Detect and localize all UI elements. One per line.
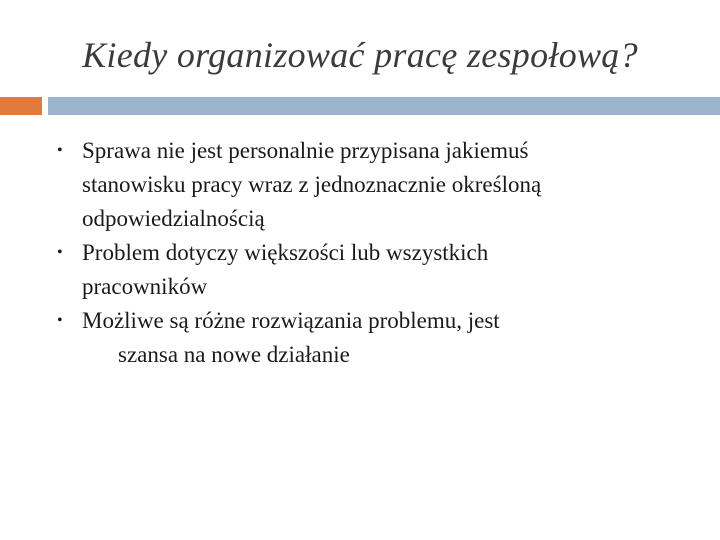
- bullet-line: stanowisku pracy wraz z jednoznacznie określoną: [82, 172, 542, 197]
- bullet-icon: •: [57, 142, 63, 159]
- bullet-line: Problem dotyczy większości lub wszystkich: [82, 240, 489, 265]
- bullet-item: [52, 134, 672, 236]
- bullet-icon: •: [57, 244, 63, 261]
- header-band: [48, 97, 720, 115]
- bullet-line: Możliwe są różne rozwiązania problemu, jest: [82, 308, 500, 333]
- bullet-icon: •: [57, 312, 63, 329]
- bullet-line: szansa na nowe działanie: [118, 342, 350, 367]
- slide-title: Kiedy organizować pracę zespołową?: [82, 35, 638, 75]
- accent-band: [0, 97, 42, 115]
- bullet-line: Sprawa nie jest personalnie przypisana jakiemuś: [82, 138, 529, 163]
- bullet-line: pracowników: [82, 274, 208, 299]
- bullet-line: odpowiedzialnością: [82, 206, 265, 231]
- bullet-item: [52, 236, 672, 304]
- bullet-list: [52, 134, 672, 372]
- bullet-item: [52, 304, 672, 372]
